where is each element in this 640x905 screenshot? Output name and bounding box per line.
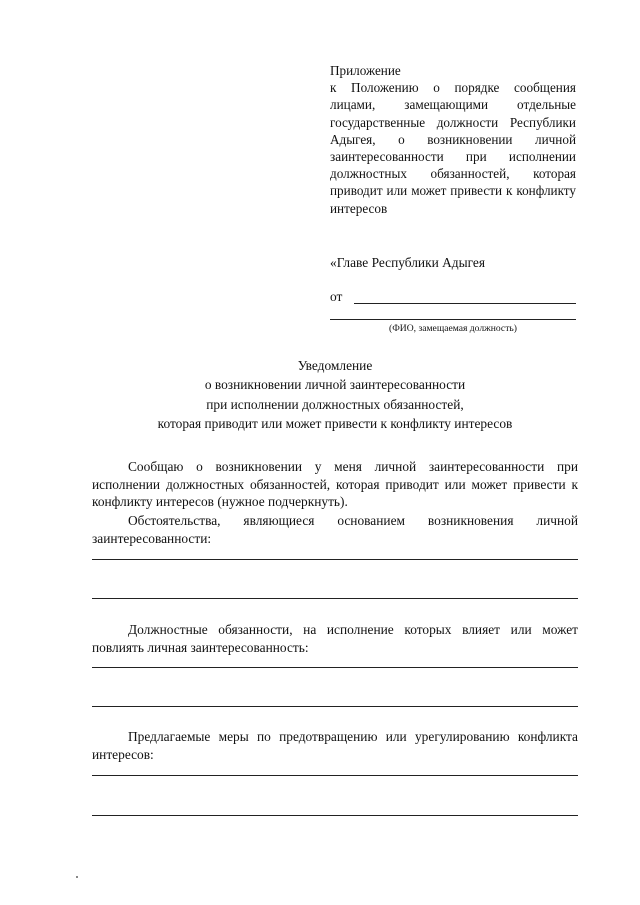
duties-fill-line — [92, 667, 578, 668]
notice-heading — [90, 356, 580, 433]
appendix-block — [330, 62, 576, 217]
measures-fill-line — [92, 775, 578, 776]
scan-speck — [76, 876, 78, 878]
report-paragraph: Сообщаю о возникновении у меня личной заинтересованности при исполнении должностных обязанностей, которая приводит или может привести к конфликту интересов (нужное подчеркнуть). — [92, 459, 578, 509]
fio-fill-line — [330, 319, 576, 320]
notice-subtitle-line: при исполнении должностных обязанностей, — [206, 396, 464, 412]
addressee: «Главе Республики Адыгея — [330, 255, 486, 270]
circumstances-paragraph: Обстоятельства, являющиеся основанием возникновения личной заинтересованности: — [92, 513, 578, 546]
appendix-title: Приложение — [330, 63, 401, 78]
measures-fill-line — [92, 815, 578, 816]
notice-subtitle-line: о возникновении личной заинтересованности — [204, 377, 466, 393]
measures-paragraph: Предлагаемые меры по предотвращению или урегулированию конфликта интересов: — [92, 729, 578, 762]
circumstances-fill-line — [92, 559, 578, 560]
duties-paragraph: Должностные обязанности, на исполнение которых влияет или может повлиять личная заинтересованность: — [92, 622, 578, 655]
circumstances-fill-line — [92, 598, 578, 599]
notice-subtitle-line: которая приводит или может привести к конфликту интересов — [157, 415, 513, 431]
duties-fill-line — [92, 706, 578, 707]
from-fill-line — [354, 303, 576, 304]
appendix-body: к Положению о порядке сообщения лицами, замещающими отдельные государственные должности Республики Адыгея, о возникновении личной заинтересованности при исполнении должностных обязанностей, которая приводит или может привести к конфликту интересов — [330, 80, 576, 216]
fio-caption: (ФИО, замещаемая должность) — [389, 323, 517, 334]
from-line — [330, 288, 578, 306]
notice-title: Уведомление — [297, 358, 373, 373]
from-label: от — [330, 289, 343, 304]
